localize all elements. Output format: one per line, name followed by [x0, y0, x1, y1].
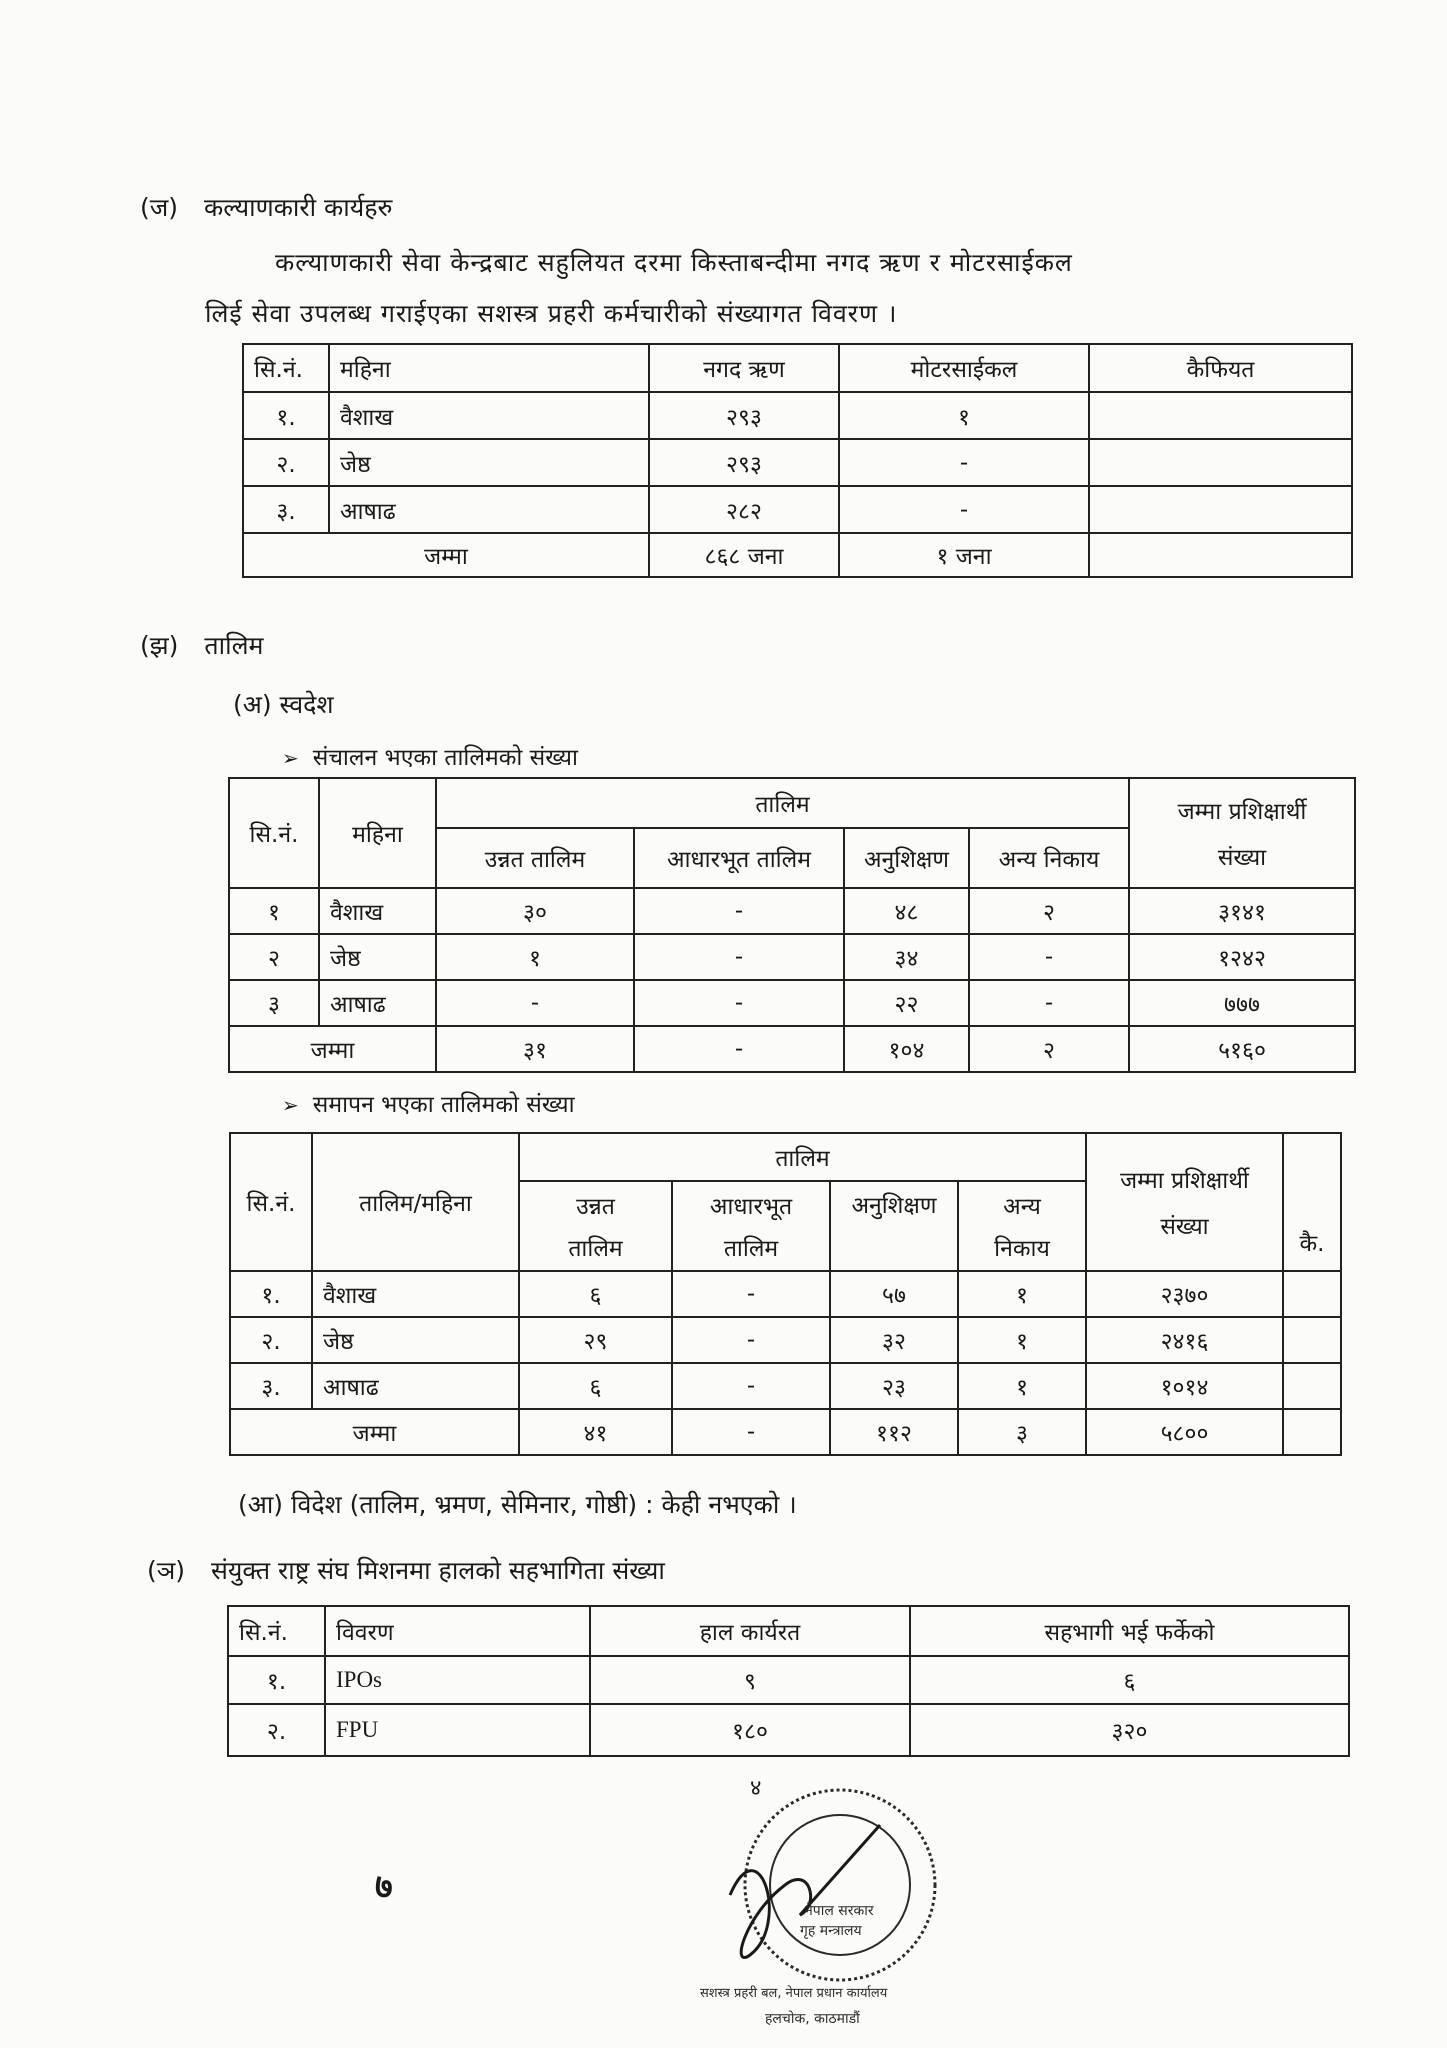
section-jha-title: तालिम	[204, 631, 264, 660]
table-row	[229, 980, 1355, 1026]
table-cell: ३	[958, 1409, 1086, 1455]
t2-header-col-line2: तालिम	[568, 1236, 623, 1262]
table-cell	[1089, 486, 1352, 533]
table-cell: आषाढ	[329, 486, 649, 533]
section-jha-heading	[140, 628, 263, 662]
seal-text-2: गृह मन्त्रालय	[800, 1923, 862, 1939]
table-row	[243, 486, 1352, 533]
loan-header-cash: नगद ऋण	[649, 344, 839, 392]
t2-header-col-line1: उन्नत	[576, 1194, 615, 1220]
table-cell: २.	[228, 1704, 325, 1756]
table-cell: २३	[830, 1363, 958, 1409]
table-cell	[1283, 1271, 1341, 1317]
table-cell: ३२	[830, 1317, 958, 1363]
table-cell: -	[969, 980, 1129, 1026]
table-cell: ३०	[436, 888, 634, 934]
table-cell: ८६८ जना	[649, 533, 839, 577]
t2-header-remark: कै.	[1283, 1133, 1341, 1271]
table-cell: वैशाख	[329, 392, 649, 439]
bullet-conducted-label: संचालन भएका तालिमको संख्या	[312, 745, 578, 771]
t2-header-month: तालिम/महिना	[312, 1133, 519, 1271]
section-ja-paragraph-line1: कल्याणकारी सेवा केन्द्रबाट सहुलियत दरमा किस्ताबन्दीमा नगद ऋण र मोटरसाईकल	[275, 248, 1073, 277]
table-cell: १२४२	[1129, 934, 1355, 980]
table-cell: १०१४	[1086, 1363, 1283, 1409]
table-cell: २.	[230, 1317, 312, 1363]
table-cell: १	[958, 1363, 1086, 1409]
t1-header-total	[1129, 778, 1355, 888]
table-cell: २	[229, 934, 319, 980]
table-total-row	[243, 533, 1352, 577]
table-header-row	[229, 778, 1355, 828]
loan-header-sn: सि.नं.	[243, 344, 329, 392]
table-total-row	[230, 1409, 1341, 1455]
table-cell: -	[672, 1409, 830, 1455]
un-header-returned: सहभागी भई फर्केको	[910, 1606, 1349, 1656]
t2-header-col-line2: तालिम	[723, 1236, 779, 1262]
loan-header-month: महिना	[329, 344, 649, 392]
un-header-sn: सि.नं.	[228, 1606, 325, 1656]
table-cell: ३४	[844, 934, 969, 980]
table-cell: जम्मा	[229, 1026, 436, 1072]
t1-header-total-line1: जम्मा प्रशिक्षार्थी	[1177, 799, 1307, 825]
table-cell: २२	[844, 980, 969, 1026]
table-row	[228, 1704, 1349, 1756]
section-nya-heading	[147, 1553, 665, 1587]
bullet-conducted	[282, 740, 578, 772]
section-nya-title: संयुक्त राष्ट्र संघ मिशनमा हालको सहभागिता संख्या	[211, 1556, 665, 1585]
page-number: ७	[375, 1867, 393, 1907]
section-ja-marker: (ज)	[140, 193, 179, 222]
table-cell: जेष्ठ	[319, 934, 436, 980]
table-row	[243, 439, 1352, 486]
table-row	[229, 888, 1355, 934]
table-cell: २३७०	[1086, 1271, 1283, 1317]
table-cell: ३१४१	[1129, 888, 1355, 934]
section-jha-sub-a: (अ) स्वदेश	[233, 690, 334, 719]
t2-header-col-line1: आधारभूत	[709, 1194, 793, 1220]
training-conducted-table	[228, 777, 1356, 1073]
table-cell: आषाढ	[319, 980, 436, 1026]
table-cell: ६	[519, 1271, 672, 1317]
t2-header-col: अनुशिक्षण	[830, 1181, 958, 1271]
table-cell: ६	[519, 1363, 672, 1409]
table-cell: १	[958, 1317, 1086, 1363]
table-cell: १ जना	[839, 533, 1089, 577]
t1-header-col: आधारभूत तालिम	[634, 828, 844, 888]
table-cell: वैशाख	[312, 1271, 519, 1317]
table-row	[230, 1363, 1341, 1409]
table-cell: ६	[910, 1656, 1349, 1704]
table-cell: -	[436, 980, 634, 1026]
t2-header-col	[672, 1181, 830, 1271]
table-cell: ९	[590, 1656, 910, 1704]
training-completed-table	[229, 1132, 1342, 1456]
section-jha-marker: (झ)	[140, 631, 179, 660]
un-header-detail: विवरण	[325, 1606, 590, 1656]
table-cell: २	[969, 888, 1129, 934]
table-cell: २९	[519, 1317, 672, 1363]
table-cell: -	[634, 980, 844, 1026]
table-cell: ७७७	[1129, 980, 1355, 1026]
table-header-row	[230, 1133, 1341, 1181]
table-cell: -	[839, 439, 1089, 486]
table-cell	[1283, 1409, 1341, 1455]
t1-header-col: अनुशिक्षण	[844, 828, 969, 888]
table-cell: २	[969, 1026, 1129, 1072]
table-cell: ३२०	[910, 1704, 1349, 1756]
section-jha-sub-aa: (आ) विदेश (तालिम, भ्रमण, सेमिनार, गोष्ठी) : केही नभएको ।	[238, 1490, 797, 1519]
t2-header-col-line1: अन्य	[1003, 1194, 1041, 1220]
loan-table-header	[243, 344, 1352, 392]
t2-header-col	[519, 1181, 672, 1271]
table-cell	[1089, 392, 1352, 439]
table-cell: १	[839, 392, 1089, 439]
table-cell: IPOs	[325, 1656, 590, 1704]
arrow-bullet-icon: ➢	[282, 1093, 299, 1117]
table-cell: २८२	[649, 486, 839, 533]
table-cell: -	[634, 888, 844, 934]
table-cell: ११२	[830, 1409, 958, 1455]
table-cell: १	[229, 888, 319, 934]
table-cell: जम्मा	[230, 1409, 519, 1455]
table-cell: ३.	[230, 1363, 312, 1409]
table-cell: FPU	[325, 1704, 590, 1756]
table-cell	[1283, 1363, 1341, 1409]
table-cell	[1089, 533, 1352, 577]
seal-outer-ring	[745, 1790, 935, 1980]
table-cell: जेष्ठ	[312, 1317, 519, 1363]
table-cell: २९३	[649, 439, 839, 486]
section-ja-paragraph-line2: लिई सेवा उपलब्ध गराईएका सशस्त्र प्रहरी कर्मचारीको संख्यागत विवरण ।	[205, 299, 898, 328]
table-cell: १८०	[590, 1704, 910, 1756]
loan-table	[242, 343, 1353, 578]
table-cell: आषाढ	[312, 1363, 519, 1409]
table-cell: १	[958, 1271, 1086, 1317]
t2-header-total-line2: संख्या	[1160, 1214, 1209, 1240]
un-header-current: हाल कार्यरत	[590, 1606, 910, 1656]
table-cell: ३	[229, 980, 319, 1026]
loan-header-motorcycle: मोटरसाईकल	[839, 344, 1089, 392]
table-cell: -	[969, 934, 1129, 980]
un-mission-table	[227, 1605, 1350, 1757]
t2-header-col	[958, 1181, 1086, 1271]
table-cell: -	[672, 1317, 830, 1363]
table-cell	[1089, 439, 1352, 486]
table-cell: ३१	[436, 1026, 634, 1072]
t2-header-total	[1086, 1133, 1283, 1271]
section-ja-title: कल्याणकारी कार्यहरु	[204, 193, 393, 222]
t1-header-sn: सि.नं.	[229, 778, 319, 888]
t1-header-group: तालिम	[436, 778, 1129, 828]
seal-text-4: हलचोक, काठमाडौं	[765, 2011, 860, 2027]
table-cell: ४१	[519, 1409, 672, 1455]
table-cell: ५७	[830, 1271, 958, 1317]
table-cell: जम्मा	[243, 533, 649, 577]
table-cell: १.	[243, 392, 329, 439]
section-ja-heading	[140, 190, 392, 224]
bullet-completed	[282, 1087, 575, 1119]
seal-top-number: ४	[750, 1776, 762, 1801]
t1-header-month: महिना	[319, 778, 436, 888]
table-total-row	[229, 1026, 1355, 1072]
table-cell: १.	[228, 1656, 325, 1704]
loan-header-remark: कैफियत	[1089, 344, 1352, 392]
t2-header-group: तालिम	[519, 1133, 1086, 1181]
table-cell: १०४	[844, 1026, 969, 1072]
table-cell: २.	[243, 439, 329, 486]
bullet-completed-label: समापन भएका तालिमको संख्या	[312, 1092, 575, 1118]
seal-text-3: सशस्त्र प्रहरी बल, नेपाल प्रधान कार्यालय	[700, 1986, 888, 2001]
table-row	[243, 392, 1352, 439]
table-cell: १	[436, 934, 634, 980]
t1-header-col: उन्नत तालिम	[436, 828, 634, 888]
t2-header-col-line2: निकाय	[994, 1236, 1050, 1262]
table-cell: वैशाख	[319, 888, 436, 934]
table-row	[230, 1271, 1341, 1317]
table-cell: २४१६	[1086, 1317, 1283, 1363]
t1-header-col: अन्य निकाय	[969, 828, 1129, 888]
table-cell: ५१६०	[1129, 1026, 1355, 1072]
table-cell: ३.	[243, 486, 329, 533]
table-row	[230, 1317, 1341, 1363]
t2-header-total-line1: जम्मा प्रशिक्षार्थी	[1120, 1168, 1249, 1194]
table-cell	[1283, 1317, 1341, 1363]
table-cell: -	[839, 486, 1089, 533]
t1-header-total-line2: संख्या	[1217, 845, 1267, 871]
table-cell: -	[634, 934, 844, 980]
section-nya-marker: (ञ)	[147, 1556, 186, 1585]
table-cell: २९३	[649, 392, 839, 439]
seal-text-1: नेपाल सरकार	[805, 1903, 874, 1919]
table-cell: जेष्ठ	[329, 439, 649, 486]
table-header-row	[228, 1606, 1349, 1656]
office-seal-icon	[690, 1765, 960, 2035]
t2-header-sn: सि.नं.	[230, 1133, 312, 1271]
table-cell: १.	[230, 1271, 312, 1317]
arrow-bullet-icon: ➢	[282, 746, 299, 770]
table-cell: -	[672, 1363, 830, 1409]
table-cell: ५८००	[1086, 1409, 1283, 1455]
table-cell: ४८	[844, 888, 969, 934]
table-row	[228, 1656, 1349, 1704]
table-cell: -	[672, 1271, 830, 1317]
table-cell: -	[634, 1026, 844, 1072]
table-row	[229, 934, 1355, 980]
